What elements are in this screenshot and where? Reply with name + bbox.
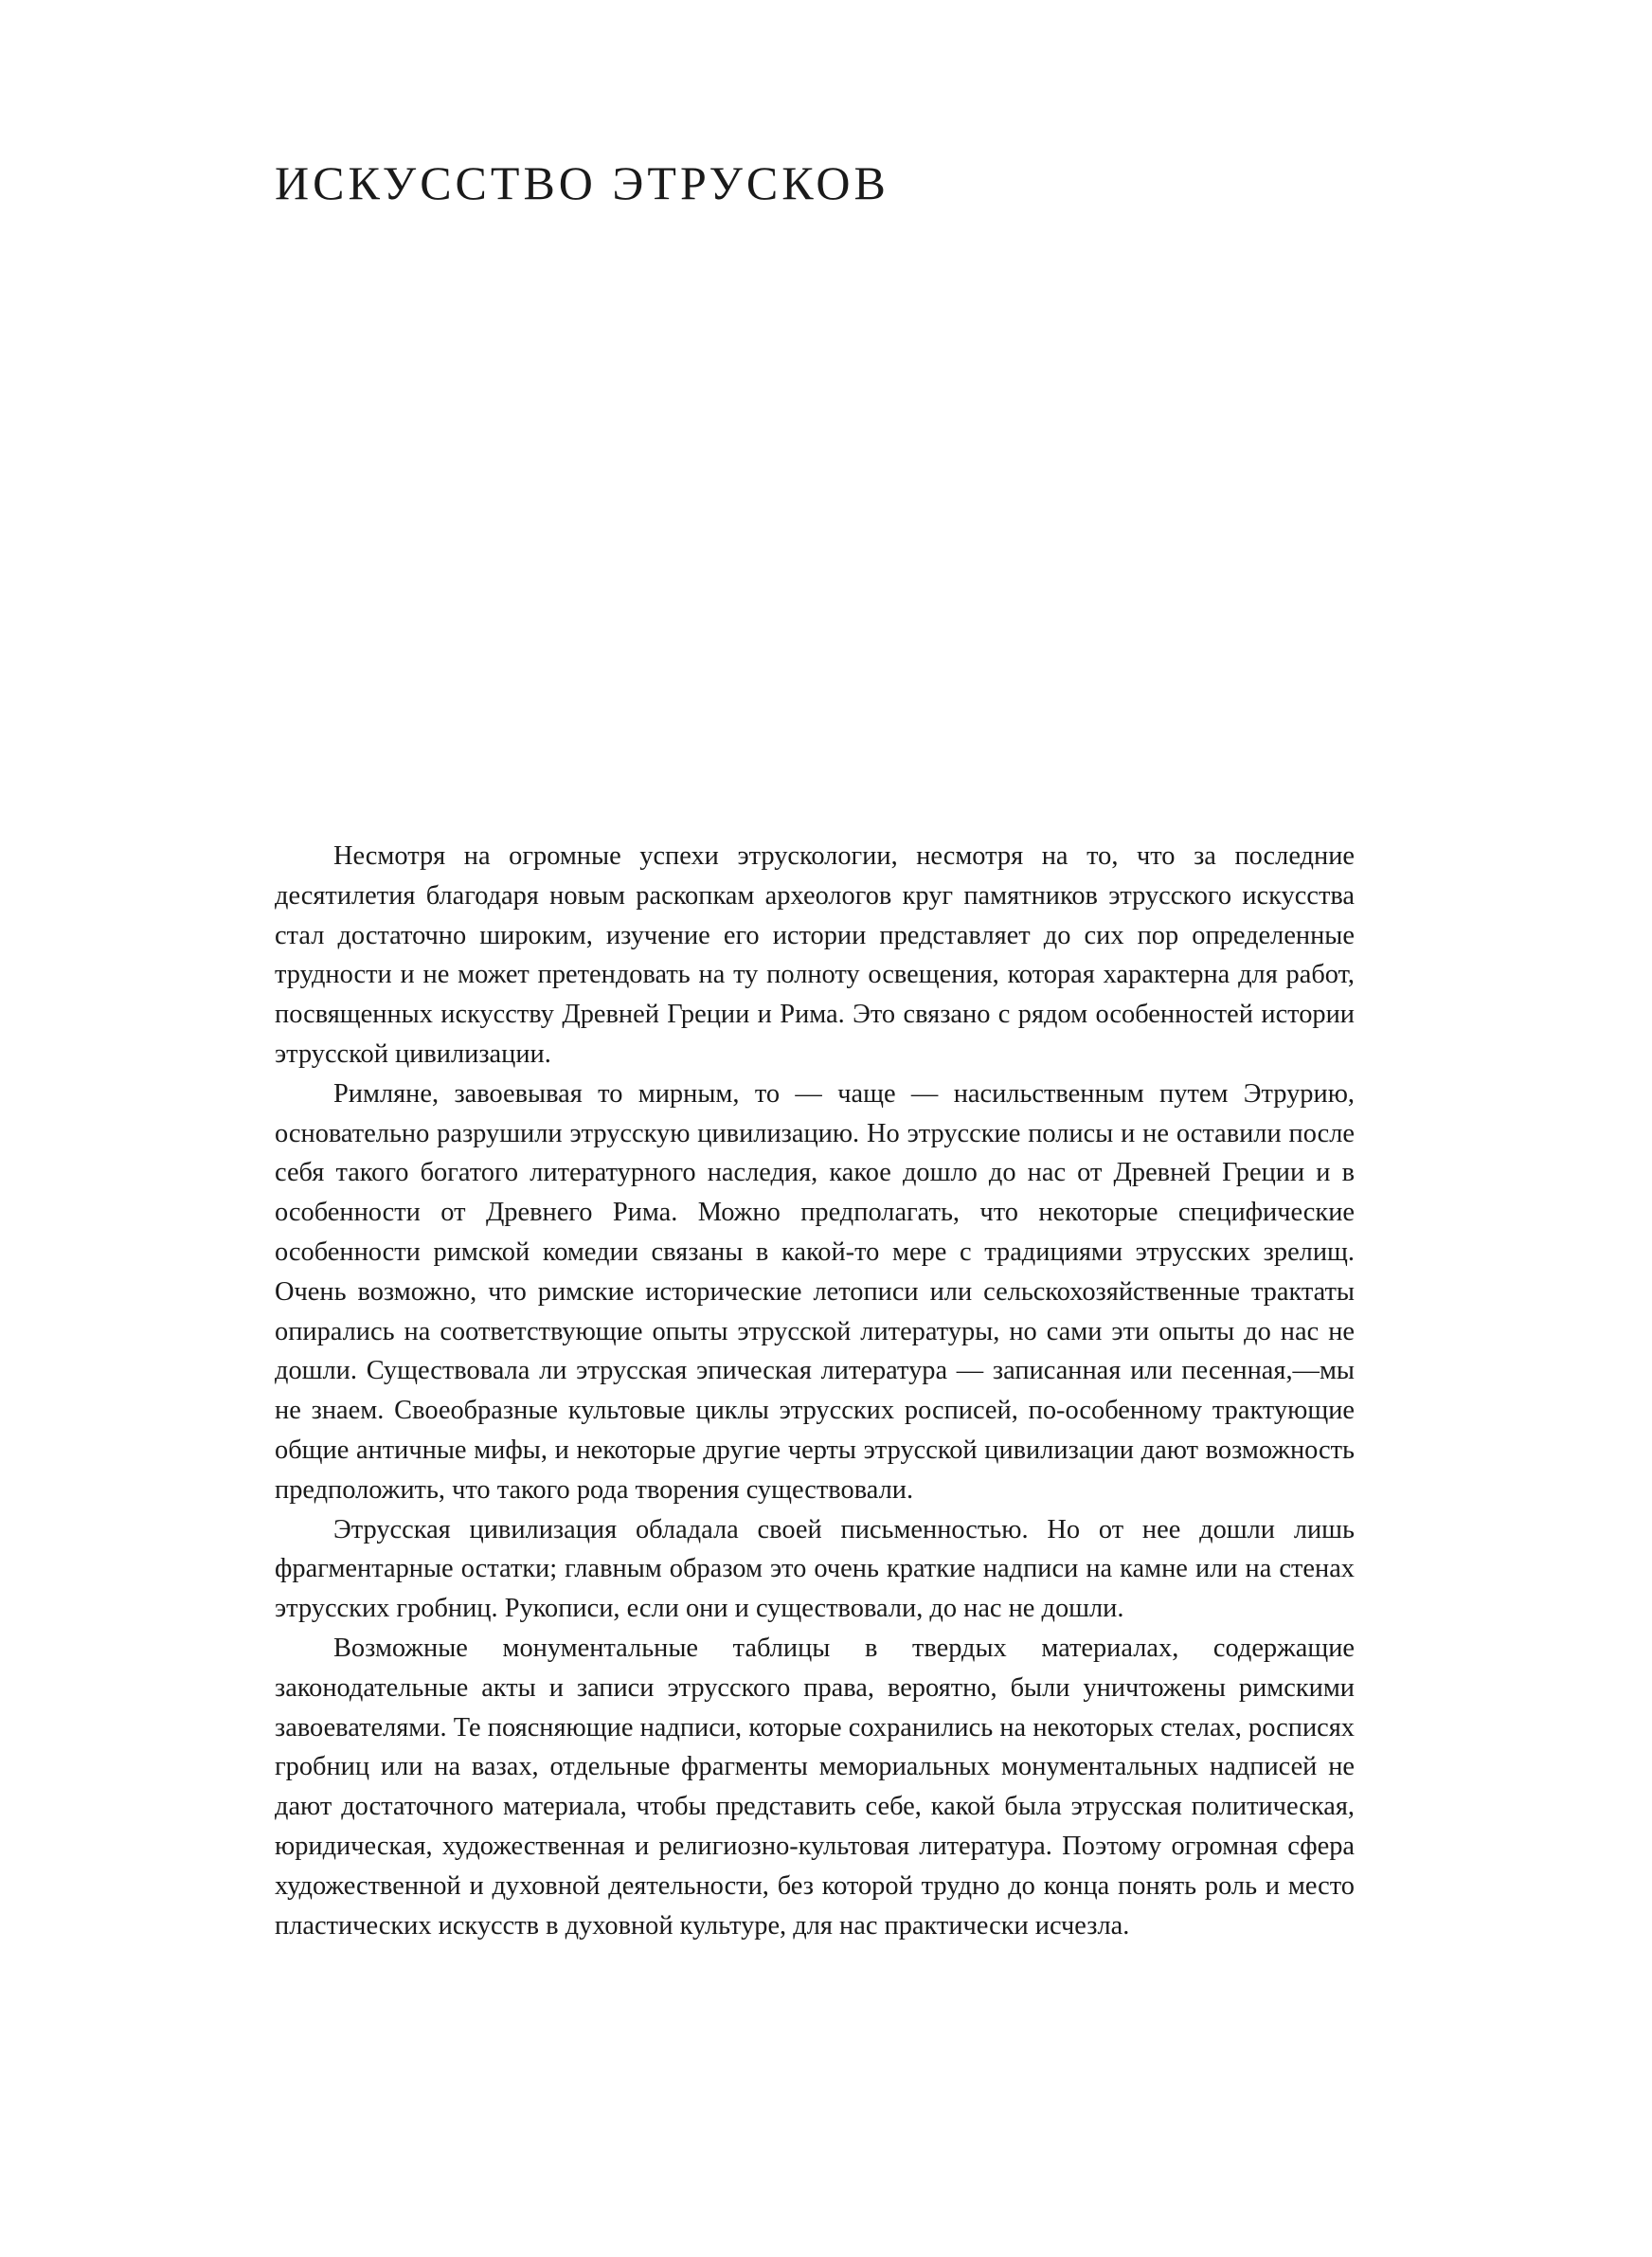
paragraph-3: Этрусская цивилизация обладала своей письменностью. Но от нее дошли лишь фрагментарные остатки; главным образом это очень краткие надписи на камне или на стенах этрусских гробниц. Рукописи, если они и существовали, до нас не дошли. <box>275 1514 1355 1624</box>
body-text <box>275 837 1355 1945</box>
paragraph-2: Римляне, завоевывая то мирным, то — чаще — насильственным путем Этрурию, основательно разрушили этрусскую цивилизацию. Но этрусские полисы и не оставили после себя такого богатого литературного наследия, какое дошло до нас от Древней Греции и в особенности от Древнего Рима. Можно предполагать, что некоторые специфические особенности римской комедии связаны в какой-то мере с традициями этрусских зрелищ. Очень возможно, что римские исторические летописи или сельскохозяйственные трактаты опирались на соответствующие опыты этрусской литературы, но сами эти опыты до нас не дошли. Существовала ли этрусская эпическая литература — записанная или песенная,—мы не знаем. Своеобразные культовые циклы этрусских росписей, по-особенному трактующие общие античные мифы, и некоторые другие черты этрусской цивилизации дают возможность предположить, что такого рода творения существовали. <box>275 1078 1355 1505</box>
paragraph-4: Возможные монументальные таблицы в твердых материалах, содержащие законодательные акты и записи этрусского права, вероятно, были уничтожены римскими завоевателями. Те поясняющие надписи, которые сохранились на некоторых стелах, росписях гробниц или на вазах, отдельные фрагменты мемориальных монументальных надписей не дают достаточного материала, чтобы представить себе, какой была этрусская политическая, юридическая, художественная и религиозно-культовая литература. Поэтому огромная сфера художественной и духовной деятельности, без которой трудно до конца понять роль и место пластических искусств в духовной культуре, для нас практически исчезла. <box>275 1633 1355 1941</box>
paragraph-1: Несмотря на огромные успехи этрускологии, несмотря на то, что за последние десятилетия благодаря новым раскопкам археологов круг памятников этрусского искусства стал достаточно широким, изучение его истории представляет до сих пор определенные трудности и не может претендовать на ту полноту освещения, которая характерна для работ, посвященных искусству Древней Греции и Рима. Это связано с рядом особенностей истории этрусской цивилизации. <box>275 841 1355 1069</box>
chapter-title: ИСКУССТВО ЭТРУСКОВ <box>275 156 889 209</box>
